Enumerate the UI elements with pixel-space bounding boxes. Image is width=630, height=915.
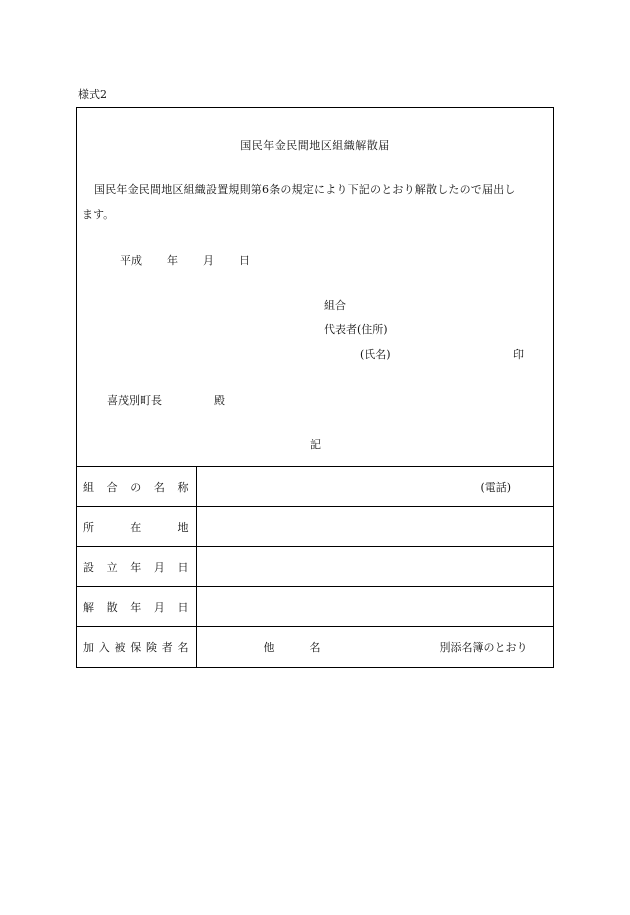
addressee-honorific: 殿 [214, 394, 225, 407]
label-char: 地 [177, 520, 189, 534]
label-char: 設 [83, 560, 94, 574]
info-table [77, 466, 553, 667]
kumiai-name-field[interactable] [196, 467, 553, 507]
table-row-dissolve-date [77, 587, 553, 627]
label-char: 加 [83, 640, 94, 654]
label-char: 名 [153, 480, 165, 494]
label-char: 月 [153, 600, 165, 614]
label-char: 月 [153, 560, 165, 574]
label-char: 険 [146, 640, 157, 654]
row-label-location [77, 507, 196, 547]
location-field[interactable] [196, 507, 553, 547]
label-char: 被 [114, 640, 126, 654]
form-box [76, 107, 554, 668]
label-char: 者 [161, 640, 173, 654]
label-char: 合 [106, 480, 118, 494]
insured-members-field[interactable] [196, 627, 553, 667]
date-month-label: 月 [203, 254, 214, 267]
label-char: 年 [130, 560, 142, 574]
date-era: 平成 [120, 254, 142, 267]
label-char: の [130, 480, 142, 494]
ki-notation: 記 [310, 438, 321, 451]
style-number-label: 様式2 [78, 88, 107, 101]
row-label-kumiai-name [77, 467, 196, 507]
form-title: 国民年金民間地区組織解散届 [240, 139, 390, 152]
label-char: 保 [130, 640, 142, 654]
label-char: 所 [83, 520, 94, 534]
row-label-dissolve-date [77, 587, 196, 627]
phone-label: (電話) [480, 480, 512, 494]
applicant-kumiai-label: 組合 [324, 299, 346, 312]
label-char: 在 [130, 520, 142, 534]
table-row-location [77, 507, 553, 547]
attached-roster-note: 別添名簿のとおり [439, 640, 528, 654]
label-char: 立 [106, 560, 118, 574]
label-char: 組 [83, 480, 94, 494]
label-char: 名 [177, 640, 189, 654]
body-text-line-2: ます。 [82, 208, 115, 221]
table-row-establish-date [77, 547, 553, 587]
dissolve-date-field[interactable] [196, 587, 553, 627]
label-char: 解 [83, 600, 94, 614]
count-unit-label: 名 [309, 640, 321, 654]
table-row-insured-members [77, 627, 553, 667]
establish-date-field[interactable] [196, 547, 553, 587]
label-char: 日 [177, 600, 189, 614]
addressee-mayor: 喜茂別町長 [107, 394, 162, 407]
seal-label: 印 [513, 348, 524, 361]
others-label: 他 [263, 640, 275, 654]
row-label-establish-date [77, 547, 196, 587]
body-text-line-1: 国民年金民間地区組織設置規則第6条の規定により下記のとおり解散したので届出し [94, 183, 516, 196]
table-row-kumiai-name [77, 467, 553, 507]
date-day-label: 日 [239, 254, 250, 267]
label-char: 日 [177, 560, 189, 574]
label-char: 入 [98, 640, 110, 654]
label-char: 年 [130, 600, 142, 614]
row-label-insured-members [77, 627, 196, 667]
representative-address-label: 代表者(住所) [324, 323, 388, 336]
label-char: 散 [106, 600, 118, 614]
label-char: 称 [177, 480, 189, 494]
representative-name-label: (氏名) [360, 348, 391, 361]
date-year-label: 年 [167, 254, 178, 267]
